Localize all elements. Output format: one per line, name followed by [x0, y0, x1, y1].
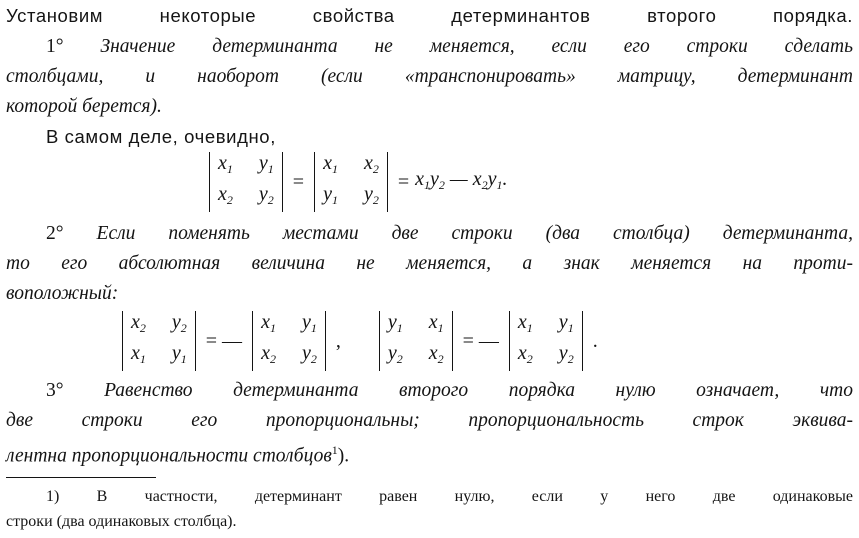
footnote-mark: 1): [46, 488, 97, 505]
property-2-line-2: [6, 248, 853, 279]
determinant-transposed: $x_1$ $x_2$ $y_1$ $y_2$: [314, 151, 388, 213]
evidence-line: [46, 121, 853, 152]
determinant-original: $x_1$ $y_1$ $x_2$ $y_2$: [252, 310, 326, 372]
property-3-text-cont: две строки его пропорциональны; пропорциональность строк эквива-: [6, 410, 853, 431]
formula-transpose: [205, 151, 507, 213]
footnote-text: В частности, детерминант равен нулю, если у него две одинаковые: [96, 488, 854, 505]
property-3-text-end: лентна пропорциональности столбцов: [6, 445, 332, 467]
formula-swap: [118, 310, 604, 372]
property-1-line-1: [46, 31, 853, 62]
property-2-text-end: воположный:: [6, 283, 119, 304]
property-1-text-end: которой берется).: [6, 96, 162, 117]
equals-sign-2: =: [397, 170, 410, 193]
property-3-line-2: [6, 405, 853, 436]
property-2-text-cont: то его абсолютная величина не меняется, а знак меняется на проти-: [6, 253, 853, 274]
determinant-rows: $x_1$ $y_1$ $x_2$ $y_2$: [209, 151, 283, 213]
footnote-line-2: [6, 509, 853, 535]
evidence-text: В самом деле, очевидно,: [46, 126, 276, 147]
intro-text: Установим некоторые свойства детерминантов второго порядка.: [6, 5, 853, 26]
footnote-ref: 1: [331, 443, 338, 457]
equals-minus: = —: [205, 329, 243, 352]
property-1-line-2: [6, 61, 853, 92]
footnote-divider: [6, 477, 156, 478]
equals-minus-2: = —: [462, 329, 499, 352]
footnote-ref-close: ).: [337, 445, 350, 467]
property-3-line-1: [46, 375, 853, 406]
property-2-line-1: [46, 218, 853, 249]
equals-sign: =: [292, 170, 305, 193]
determinant-swapped-rows: $x_2$ $y_2$ $x_1$ $y_1$: [122, 310, 196, 372]
footnote-text-cont: строки (два одинаковых столбца).: [6, 513, 237, 530]
property-1-text-cont: столбцами, и наоборот (если «транспонировать» матрицу, детерминант: [6, 66, 853, 87]
property-1-text: Значение детерминанта не меняется, если его строки сделать: [100, 36, 854, 57]
property-number-3: 3°: [46, 380, 64, 401]
property-2-line-3: [6, 278, 853, 309]
period: .: [592, 329, 598, 352]
property-number-1: 1°: [46, 36, 64, 57]
footnote-line-1: [46, 484, 853, 510]
property-1-line-3: [6, 91, 853, 122]
property-3-text: Равенство детерминанта второго порядка нулю означает, что: [104, 380, 853, 401]
property-number-2: 2°: [46, 223, 64, 244]
determinant-original-2: $x_1$ $y_1$ $x_2$ $y_2$: [509, 310, 583, 372]
property-2-text: Если поменять местами две строки (два столбца) детерминанта,: [96, 223, 853, 244]
comma: ,: [335, 329, 341, 352]
expansion: $x_1y_2$ — $x_2y_1$.: [415, 167, 508, 192]
property-3-line-3: [6, 435, 853, 472]
intro-line: [6, 0, 853, 31]
determinant-swapped-cols: $y_1$ $x_1$ $y_2$ $x_2$: [379, 310, 453, 372]
